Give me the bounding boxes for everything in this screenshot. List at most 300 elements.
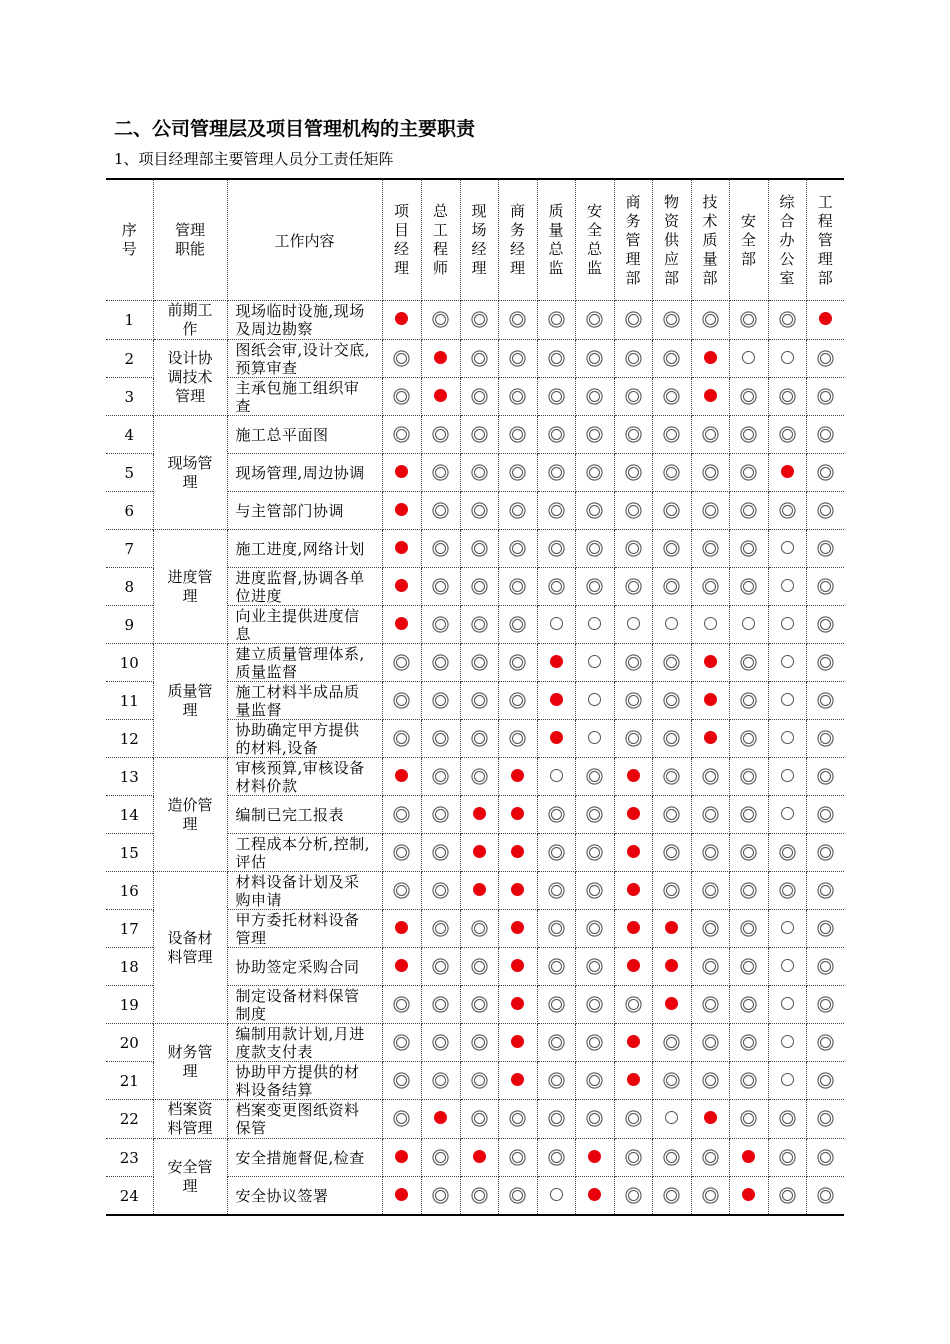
matrix-cell (614, 948, 652, 986)
red-dot-icon (665, 959, 678, 972)
double-circle-icon (705, 961, 716, 972)
double-circle-icon (628, 695, 639, 706)
double-circle-icon (628, 353, 639, 364)
double-circle-icon (820, 657, 831, 668)
double-circle-icon (628, 505, 639, 516)
matrix-cell (421, 492, 460, 530)
matrix-cell (460, 530, 498, 568)
circle-icon (704, 617, 717, 630)
double-circle-icon (512, 619, 523, 630)
matrix-cell (498, 720, 537, 758)
red-dot-icon (511, 769, 524, 782)
row-number: 9 (106, 606, 153, 644)
red-dot-icon (704, 1111, 717, 1124)
matrix-cell (575, 606, 614, 644)
double-circle-icon (666, 391, 677, 402)
function-cell: 财务管理 (153, 1024, 227, 1100)
red-dot-icon (395, 769, 408, 782)
table-row (106, 1139, 844, 1177)
header-role: 安全部 (729, 179, 768, 301)
matrix-cell (729, 834, 768, 872)
row-number: 11 (106, 682, 153, 720)
double-circle-icon (435, 923, 446, 934)
matrix-cell (768, 568, 806, 606)
double-circle-icon (396, 847, 407, 858)
double-circle-icon (396, 695, 407, 706)
double-circle-icon (782, 1113, 793, 1124)
double-circle-icon (705, 809, 716, 820)
matrix-cell (691, 1139, 729, 1177)
matrix-cell (806, 796, 844, 834)
matrix-cell (652, 986, 691, 1024)
matrix-cell (729, 1062, 768, 1100)
double-circle-icon (551, 1152, 562, 1163)
double-circle-icon (589, 771, 600, 782)
matrix-cell (652, 720, 691, 758)
double-circle-icon (474, 505, 485, 516)
matrix-cell (691, 1062, 729, 1100)
matrix-cell (691, 872, 729, 910)
work-content: 安全协议签署 (227, 1177, 382, 1216)
matrix-cell (575, 682, 614, 720)
matrix-cell (537, 682, 575, 720)
double-circle-icon (743, 505, 754, 516)
header-role: 安全总监 (575, 179, 614, 301)
double-circle-icon (435, 1037, 446, 1048)
matrix-cell (652, 1139, 691, 1177)
double-circle-icon (589, 314, 600, 325)
matrix-cell (652, 1062, 691, 1100)
matrix-cell (729, 720, 768, 758)
matrix-cell (652, 872, 691, 910)
double-circle-icon (820, 619, 831, 630)
double-circle-icon (705, 1075, 716, 1086)
header-role: 商务管理部 (614, 179, 652, 301)
red-dot-icon (742, 1150, 755, 1163)
double-circle-icon (743, 314, 754, 325)
matrix-cell (652, 530, 691, 568)
matrix-cell (806, 1024, 844, 1062)
circle-icon (588, 693, 601, 706)
double-circle-icon (551, 885, 562, 896)
matrix-cell (460, 910, 498, 948)
matrix-cell (460, 416, 498, 454)
double-circle-icon (474, 695, 485, 706)
matrix-cell (691, 720, 729, 758)
double-circle-icon (435, 314, 446, 325)
double-circle-icon (551, 1037, 562, 1048)
matrix-cell (498, 301, 537, 340)
matrix-cell (806, 872, 844, 910)
double-circle-icon (474, 429, 485, 440)
row-number: 13 (106, 758, 153, 796)
red-dot-icon (742, 1188, 755, 1201)
header-row (106, 179, 844, 301)
double-circle-icon (743, 1075, 754, 1086)
matrix-cell (575, 986, 614, 1024)
double-circle-icon (820, 923, 831, 934)
double-circle-icon (589, 581, 600, 592)
function-cell: 质量管理 (153, 644, 227, 758)
double-circle-icon (820, 467, 831, 478)
double-circle-icon (705, 1037, 716, 1048)
double-circle-icon (705, 999, 716, 1010)
double-circle-icon (512, 695, 523, 706)
matrix-cell (382, 644, 421, 682)
double-circle-icon (474, 619, 485, 630)
double-circle-icon (551, 1075, 562, 1086)
matrix-cell (498, 872, 537, 910)
double-circle-icon (474, 1190, 485, 1201)
double-circle-icon (743, 733, 754, 744)
header-work: 工作内容 (227, 179, 382, 301)
circle-icon (742, 617, 755, 630)
circle-icon (781, 807, 794, 820)
matrix-cell (421, 1177, 460, 1216)
matrix-cell (421, 378, 460, 416)
function-cell: 进度管理 (153, 530, 227, 644)
matrix-cell (691, 301, 729, 340)
double-circle-icon (512, 1152, 523, 1163)
matrix-cell (768, 416, 806, 454)
double-circle-icon (396, 885, 407, 896)
matrix-cell (729, 492, 768, 530)
red-dot-icon (511, 921, 524, 934)
matrix-cell (806, 454, 844, 492)
double-circle-icon (435, 695, 446, 706)
matrix-cell (421, 948, 460, 986)
double-circle-icon (705, 923, 716, 934)
work-content: 材料设备计划及采购申请 (227, 872, 382, 910)
work-content: 图纸会审,设计交底,预算审查 (227, 340, 382, 378)
matrix-cell (537, 340, 575, 378)
circle-icon (781, 655, 794, 668)
work-content: 现场临时设施,现场及周边勘察 (227, 301, 382, 340)
red-dot-icon (511, 807, 524, 820)
matrix-cell (421, 454, 460, 492)
header-function: 管理职能 (153, 179, 227, 301)
double-circle-icon (820, 1152, 831, 1163)
work-content: 施工进度,网络计划 (227, 530, 382, 568)
table-caption: 1、项目经理部主要管理人员分工责任矩阵 (114, 150, 394, 168)
matrix-cell (614, 986, 652, 1024)
matrix-cell (729, 1024, 768, 1062)
matrix-cell (652, 340, 691, 378)
work-content: 审核预算,审核设备材料价款 (227, 758, 382, 796)
red-dot-icon (511, 959, 524, 972)
row-number: 3 (106, 378, 153, 416)
matrix-cell (691, 1024, 729, 1062)
matrix-cell (768, 986, 806, 1024)
double-circle-icon (512, 505, 523, 516)
matrix-cell (575, 530, 614, 568)
matrix-cell (729, 796, 768, 834)
matrix-cell (498, 530, 537, 568)
red-dot-icon (511, 883, 524, 896)
matrix-cell (691, 340, 729, 378)
matrix-cell (421, 530, 460, 568)
double-circle-icon (743, 885, 754, 896)
function-cell: 设备材料管理 (153, 872, 227, 1024)
red-dot-icon (665, 921, 678, 934)
matrix-cell (537, 796, 575, 834)
matrix-cell (691, 986, 729, 1024)
table-row (106, 644, 844, 682)
function-cell: 现场管理 (153, 416, 227, 530)
double-circle-icon (551, 467, 562, 478)
double-circle-icon (435, 961, 446, 972)
matrix-cell (729, 644, 768, 682)
double-circle-icon (589, 467, 600, 478)
circle-icon (781, 1035, 794, 1048)
matrix-cell (652, 682, 691, 720)
red-dot-icon (665, 997, 678, 1010)
matrix-cell (498, 340, 537, 378)
matrix-cell (729, 1177, 768, 1216)
red-dot-icon (434, 389, 447, 402)
matrix-cell (691, 1100, 729, 1139)
double-circle-icon (435, 619, 446, 630)
double-circle-icon (666, 505, 677, 516)
double-circle-icon (551, 314, 562, 325)
matrix-cell (768, 1100, 806, 1139)
double-circle-icon (551, 923, 562, 934)
matrix-cell (575, 1062, 614, 1100)
matrix-cell (691, 492, 729, 530)
matrix-cell (382, 1177, 421, 1216)
matrix-cell (575, 454, 614, 492)
double-circle-icon (396, 1037, 407, 1048)
red-dot-icon (395, 579, 408, 592)
row-number: 7 (106, 530, 153, 568)
red-dot-icon (395, 465, 408, 478)
matrix-cell (806, 834, 844, 872)
matrix-cell (575, 1177, 614, 1216)
matrix-cell (691, 416, 729, 454)
red-dot-icon (473, 1150, 486, 1163)
matrix-cell (460, 1024, 498, 1062)
double-circle-icon (743, 429, 754, 440)
double-circle-icon (551, 1113, 562, 1124)
matrix-cell (498, 1139, 537, 1177)
double-circle-icon (666, 1190, 677, 1201)
double-circle-icon (512, 467, 523, 478)
matrix-cell (421, 872, 460, 910)
red-dot-icon (395, 617, 408, 630)
matrix-cell (575, 1024, 614, 1062)
double-circle-icon (474, 657, 485, 668)
matrix-cell (460, 301, 498, 340)
circle-icon (781, 997, 794, 1010)
double-circle-icon (628, 391, 639, 402)
red-dot-icon (395, 1188, 408, 1201)
function-cell: 造价管理 (153, 758, 227, 872)
matrix-cell (382, 492, 421, 530)
row-number: 6 (106, 492, 153, 530)
matrix-cell (575, 796, 614, 834)
row-number: 4 (106, 416, 153, 454)
work-content: 建立质量管理体系,质量监督 (227, 644, 382, 682)
double-circle-icon (820, 1113, 831, 1124)
matrix-cell (768, 530, 806, 568)
matrix-cell (768, 454, 806, 492)
double-circle-icon (435, 771, 446, 782)
double-circle-icon (743, 999, 754, 1010)
work-content: 与主管部门协调 (227, 492, 382, 530)
header-no: 序号 (106, 179, 153, 301)
matrix-cell (460, 454, 498, 492)
matrix-cell (806, 1062, 844, 1100)
matrix-cell (575, 416, 614, 454)
double-circle-icon (474, 543, 485, 554)
matrix-cell (421, 1024, 460, 1062)
matrix-cell (537, 720, 575, 758)
matrix-cell (382, 530, 421, 568)
matrix-cell (498, 910, 537, 948)
double-circle-icon (589, 961, 600, 972)
double-circle-icon (782, 391, 793, 402)
matrix-cell (729, 872, 768, 910)
row-number: 5 (106, 454, 153, 492)
circle-icon (781, 541, 794, 554)
matrix-cell (806, 758, 844, 796)
double-circle-icon (628, 1152, 639, 1163)
double-circle-icon (396, 999, 407, 1010)
table-row (106, 1100, 844, 1139)
row-number: 24 (106, 1177, 153, 1216)
double-circle-icon (589, 923, 600, 934)
double-circle-icon (705, 581, 716, 592)
matrix-cell (614, 1100, 652, 1139)
matrix-cell (768, 948, 806, 986)
red-dot-icon (511, 997, 524, 1010)
matrix-cell (421, 568, 460, 606)
matrix-cell (382, 568, 421, 606)
double-circle-icon (628, 1190, 639, 1201)
matrix-cell (729, 986, 768, 1024)
double-circle-icon (666, 353, 677, 364)
matrix-cell (652, 1177, 691, 1216)
red-dot-icon (781, 465, 794, 478)
double-circle-icon (820, 961, 831, 972)
work-content: 协助甲方提供的材料设备结算 (227, 1062, 382, 1100)
matrix-cell (382, 682, 421, 720)
double-circle-icon (628, 314, 639, 325)
double-circle-icon (474, 733, 485, 744)
double-circle-icon (551, 847, 562, 858)
matrix-cell (575, 910, 614, 948)
double-circle-icon (820, 695, 831, 706)
double-circle-icon (589, 505, 600, 516)
matrix-cell (652, 568, 691, 606)
function-cell: 安全管理 (153, 1139, 227, 1216)
row-number: 15 (106, 834, 153, 872)
red-dot-icon (704, 655, 717, 668)
double-circle-icon (782, 314, 793, 325)
double-circle-icon (474, 961, 485, 972)
matrix-cell (382, 720, 421, 758)
double-circle-icon (666, 467, 677, 478)
matrix-cell (460, 1100, 498, 1139)
double-circle-icon (743, 923, 754, 934)
matrix-cell (806, 301, 844, 340)
matrix-cell (537, 948, 575, 986)
matrix-cell (460, 1139, 498, 1177)
matrix-cell (614, 1139, 652, 1177)
double-circle-icon (474, 353, 485, 364)
double-circle-icon (666, 885, 677, 896)
double-circle-icon (628, 429, 639, 440)
matrix-cell (498, 796, 537, 834)
double-circle-icon (396, 809, 407, 820)
matrix-cell (575, 340, 614, 378)
function-cell: 档案资料管理 (153, 1100, 227, 1139)
red-dot-icon (627, 845, 640, 858)
row-number: 8 (106, 568, 153, 606)
double-circle-icon (782, 847, 793, 858)
matrix-cell (614, 1062, 652, 1100)
red-dot-icon (473, 807, 486, 820)
red-dot-icon (819, 312, 832, 325)
row-number: 17 (106, 910, 153, 948)
matrix-body (106, 301, 844, 1216)
double-circle-icon (743, 1037, 754, 1048)
double-circle-icon (666, 809, 677, 820)
table-row (106, 758, 844, 796)
circle-icon (588, 731, 601, 744)
matrix-cell (691, 378, 729, 416)
matrix-cell (421, 644, 460, 682)
double-circle-icon (551, 809, 562, 820)
double-circle-icon (512, 543, 523, 554)
matrix-cell (537, 530, 575, 568)
matrix-cell (537, 758, 575, 796)
double-circle-icon (820, 1190, 831, 1201)
matrix-cell (537, 986, 575, 1024)
matrix-cell (614, 606, 652, 644)
matrix-cell (537, 1177, 575, 1216)
matrix-cell (498, 644, 537, 682)
red-dot-icon (511, 1035, 524, 1048)
matrix-cell (768, 492, 806, 530)
matrix-cell (614, 340, 652, 378)
matrix-cell (537, 492, 575, 530)
matrix-cell (652, 796, 691, 834)
matrix-cell (498, 378, 537, 416)
matrix-cell (691, 682, 729, 720)
matrix-cell (806, 416, 844, 454)
double-circle-icon (551, 581, 562, 592)
red-dot-icon (627, 807, 640, 820)
section-title: 二、公司管理层及项目管理机构的主要职责 (114, 118, 476, 140)
matrix-cell (498, 454, 537, 492)
matrix-cell (460, 720, 498, 758)
double-circle-icon (820, 429, 831, 440)
matrix-cell (498, 682, 537, 720)
double-circle-icon (589, 885, 600, 896)
double-circle-icon (743, 657, 754, 668)
red-dot-icon (550, 731, 563, 744)
double-circle-icon (820, 1075, 831, 1086)
header-role: 项目经理 (382, 179, 421, 301)
row-number: 16 (106, 872, 153, 910)
matrix-cell (382, 340, 421, 378)
function-cell: 设计协调技术管理 (153, 340, 227, 416)
matrix-cell (614, 796, 652, 834)
double-circle-icon (666, 733, 677, 744)
matrix-cell (729, 1100, 768, 1139)
matrix-cell (691, 796, 729, 834)
